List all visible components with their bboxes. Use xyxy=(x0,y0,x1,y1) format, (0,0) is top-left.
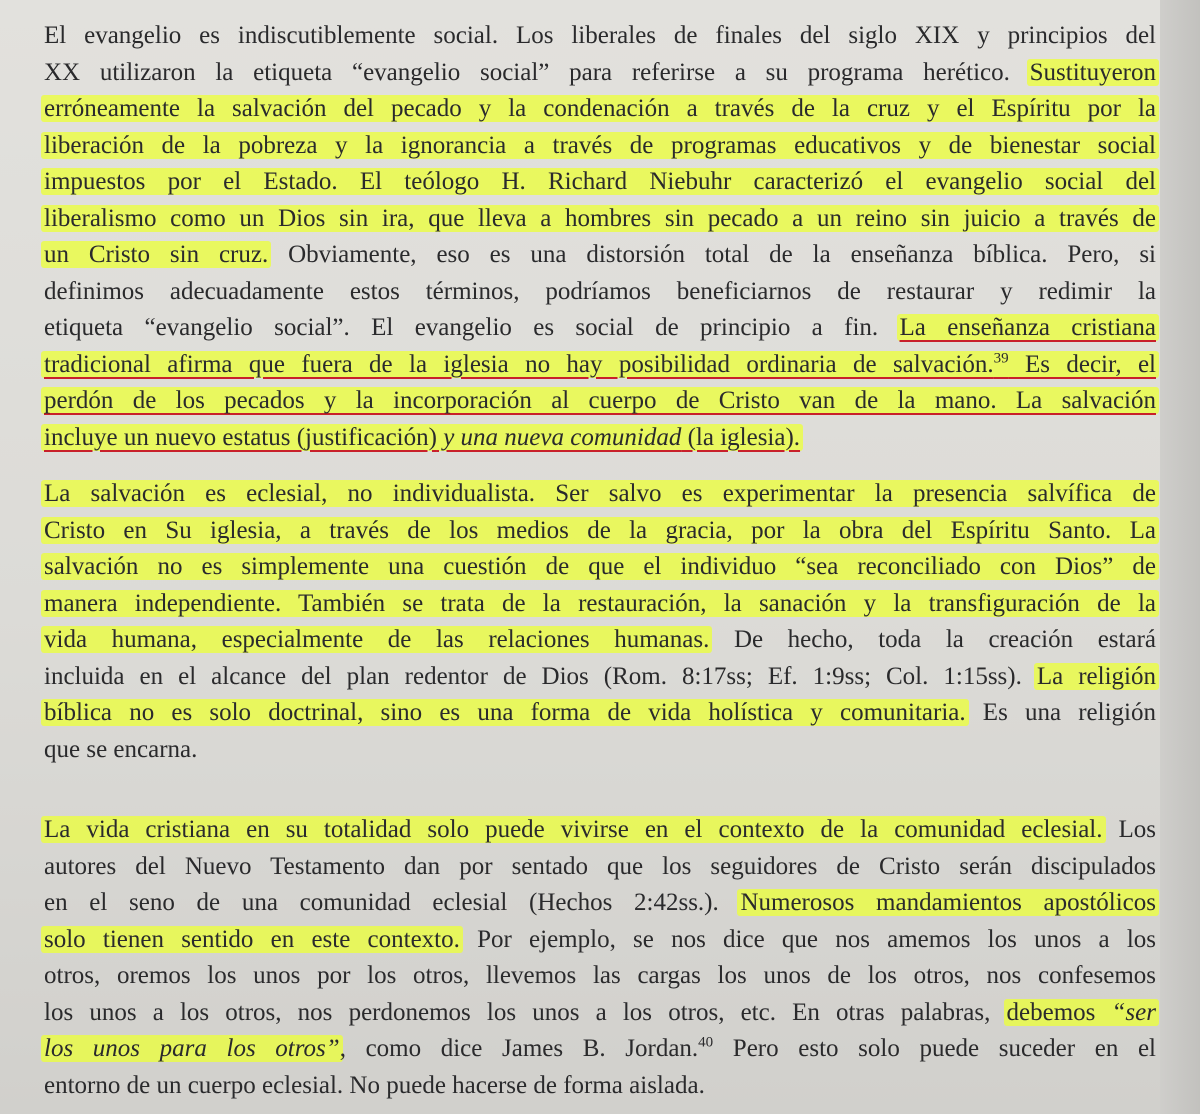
text-line xyxy=(44,128,1156,165)
text-line: que se encarna. xyxy=(44,735,198,763)
highlighted-text: erróneamente la salvación del pecado y la condenación a través de la cruz y el Espíritu por la xyxy=(41,95,1159,122)
text-line xyxy=(44,201,1156,238)
text-line: La vida cristiana en su totalidad solo puede vivirse en el contexto de la comunidad eclesial. Los xyxy=(44,812,1156,849)
page-gutter xyxy=(1160,0,1200,1114)
text-line: los unos para los otros”, como dice James B. Jordan.$^{40}$ Pero esto solo puede suceder en el xyxy=(44,1031,1156,1068)
highlighted-text: Numerosos mandamientos apostólicos xyxy=(737,889,1159,916)
highlighted-text: manera independiente. También se trata de la restauración, la sanación y la transfiguración de la xyxy=(41,590,1159,617)
text-line: autores del Nuevo Testamento dan por sentado que los seguidores de Cristo serán discipulados xyxy=(44,852,1156,880)
highlighted-text: La religión xyxy=(1034,663,1159,690)
text-line xyxy=(44,476,1156,513)
footnote-39: 39 xyxy=(993,350,1009,367)
paragraph-3 xyxy=(44,812,1156,1104)
highlighted-text: La salvación es eclesial, no individualista. Ser salvo es experimentar la presencia salvífica de xyxy=(41,480,1159,507)
text-line: incluida en el alcance del plan redentor de Dios (Rom. 8:17ss; Ef. 1:9ss; Col. 1:15ss). La religión xyxy=(44,659,1156,696)
text-line: El evangelio es indiscutiblemente social. Los liberales de finales del siglo XIX y principios del xyxy=(44,22,1156,49)
highlighted-text: los unos para los otros” xyxy=(41,1035,343,1062)
highlighted-text: liberalismo como un Dios sin ira, que lleva a hombres sin pecado a un reino sin juicio a través de xyxy=(41,205,1159,232)
highlighted-text: solo tienen sentido en este contexto. xyxy=(41,926,463,953)
highlighted-text: impuestos por el Estado. El teólogo H. Richard Niebuhr caracterizó el evangelio social del xyxy=(41,168,1159,195)
text-line xyxy=(44,513,1156,550)
footnote-40: 40 xyxy=(698,1034,714,1051)
underlined-highlighted-text: incluye un nuevo estatus (justificación) y una nueva comunidad (la iglesia). xyxy=(41,424,803,451)
text-line xyxy=(44,549,1156,586)
highlighted-text: salvación no es simplemente una cuestión de que el individuo “sea reconciliado con Dios” de xyxy=(41,553,1159,580)
text-line: entorno de un cuerpo eclesial. No puede hacerse de forma aislada. xyxy=(44,1071,705,1099)
highlighted-text: La vida cristiana en su totalidad solo puede vivirse en el contexto de la comunidad eclesial. xyxy=(41,816,1106,843)
text-line xyxy=(44,347,1156,384)
text-line: XX utilizaron la etiqueta “evangelio social” para referirse a su programa herético. Sustituyeron xyxy=(44,55,1156,92)
paragraph-1 xyxy=(44,18,1156,456)
highlighted-text: Sustituyeron xyxy=(1027,59,1159,86)
underlined-highlighted-text: perdón de los pecados y la incorporación al cuerpo de Cristo van de la mano. La salvación xyxy=(41,387,1159,414)
text-line: en el seno de una comunidad eclesial (Hechos 2:42ss.). Numerosos mandamientos apostólicos xyxy=(44,885,1156,922)
text-line: etiqueta “evangelio social”. El evangelio es social de principio a fin. La enseñanza cristiana xyxy=(44,310,1156,347)
highlighted-text: debemos “ser xyxy=(1004,999,1160,1026)
text-line xyxy=(44,420,1156,457)
text-line: bíblica no es solo doctrinal, sino es una forma de vida holística y comunitaria. Es una religión xyxy=(44,695,1156,732)
text-line xyxy=(44,586,1156,623)
highlighted-text: un Cristo sin cruz. xyxy=(41,241,271,268)
text-line xyxy=(44,91,1156,128)
text-line: vida humana, especialmente de las relaciones humanas. De hecho, toda la creación estará xyxy=(44,622,1156,659)
underlined-highlighted-text: La enseñanza cristiana xyxy=(897,314,1159,341)
text-line: otros, oremos los unos por los otros, llevemos las cargas los unos de los otros, nos confesemos xyxy=(44,962,1156,989)
text-line xyxy=(44,383,1156,420)
text-line: un Cristo sin cruz. Obviamente, eso es una distorsión total de la enseñanza bíblica. Pero, si xyxy=(44,237,1156,274)
highlighted-text: Cristo en Su iglesia, a través de los medios de la gracia, por la obra del Espíritu Santo. La xyxy=(41,517,1159,544)
underlined-highlighted-text: tradicional afirma que fuera de la iglesia no hay posibilidad ordinaria de salvación.$^{39}$ Es decir, el xyxy=(41,351,1159,378)
text-line: definimos adecuadamente estos términos, podríamos beneficiarnos de restaurar y redimir la xyxy=(44,277,1156,305)
text-line: los unos a los otros, nos perdonemos los unos a los otros, etc. En otras palabras, debemos “ser xyxy=(44,995,1156,1032)
text-line xyxy=(44,164,1156,201)
highlighted-text: bíblica no es solo doctrinal, sino es una forma de vida holística y comunitaria. xyxy=(41,699,969,726)
text-line: solo tienen sentido en este contexto. Por ejemplo, se nos dice que nos amemos los unos a los xyxy=(44,922,1156,959)
paragraph-2 xyxy=(44,476,1156,768)
highlighted-text: vida humana, especialmente de las relaciones humanas. xyxy=(41,626,712,653)
highlighted-text: liberación de la pobreza y la ignorancia a través de programas educativos y de bienestar social xyxy=(41,132,1159,159)
